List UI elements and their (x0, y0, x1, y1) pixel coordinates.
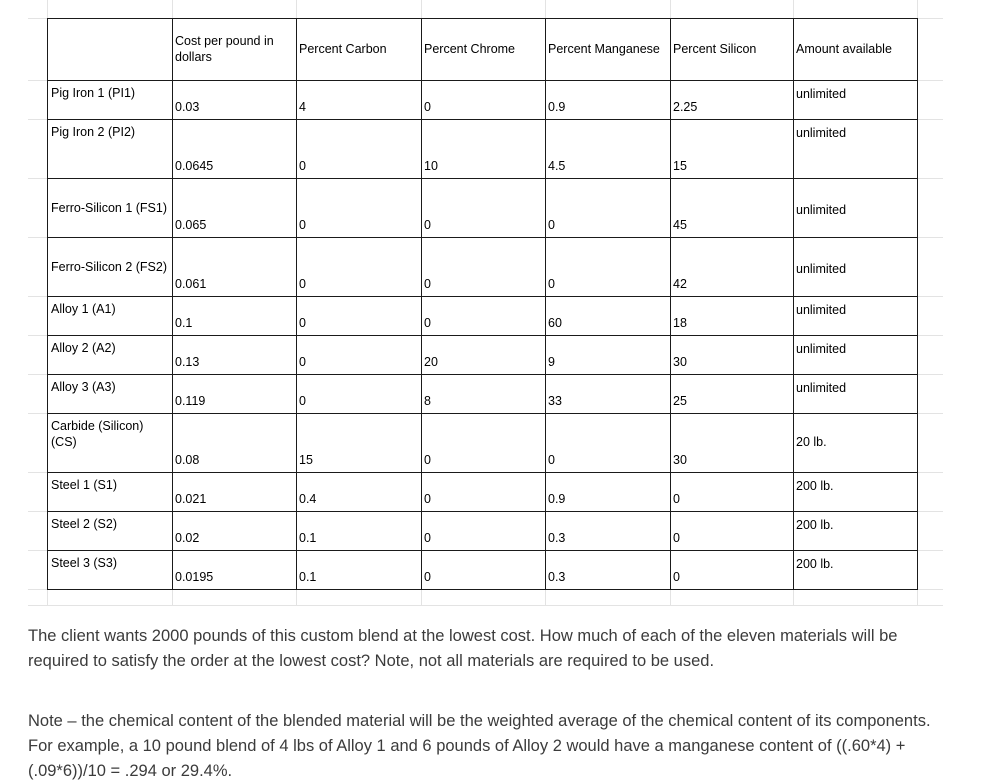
cost-cell: 0.061 (173, 238, 297, 297)
amount-cell: unlimited (794, 179, 918, 238)
table-row (48, 375, 918, 414)
material-name: Ferro-Silicon 2 (FS2) (48, 238, 173, 297)
silicon-cell: 2.25 (671, 81, 794, 120)
note-paragraph: Note – the chemical content of the blended material will be the weighted average of the chemical content of its components. For example, a 10 pound blend of 4 lbs of Alloy 1 and 6 pounds of Alloy 2 would have a manganese content of ((.60*4) + (.09*6))/10 = .294 or 29.4%. (28, 712, 931, 780)
manganese-cell: 0 (546, 414, 671, 473)
table-row (48, 336, 918, 375)
silicon-cell: 25 (671, 375, 794, 414)
material-name: Alloy 2 (A2) (48, 336, 173, 375)
table-row (48, 179, 918, 238)
material-name: Carbide (Silicon) (CS) (48, 414, 173, 473)
material-name: Alloy 3 (A3) (48, 375, 173, 414)
silicon-cell: 0 (671, 473, 794, 512)
carbon-cell: 0 (297, 179, 422, 238)
silicon-cell: 15 (671, 120, 794, 179)
manganese-cell: 9 (546, 336, 671, 375)
table-row (48, 551, 918, 590)
table-row (48, 238, 918, 297)
silicon-cell: 18 (671, 297, 794, 336)
carbon-cell: 15 (297, 414, 422, 473)
chrome-cell: 0 (422, 414, 546, 473)
carbon-cell: 4 (297, 81, 422, 120)
header-row (48, 19, 918, 81)
carbon-cell: 0 (297, 375, 422, 414)
manganese-cell: 4.5 (546, 120, 671, 179)
amount-cell: unlimited (794, 375, 918, 414)
header-corner (48, 19, 173, 81)
material-name: Steel 1 (S1) (48, 473, 173, 512)
carbon-cell: 0.1 (297, 512, 422, 551)
cost-cell: 0.0195 (173, 551, 297, 590)
table-row (48, 297, 918, 336)
cost-cell: 0.021 (173, 473, 297, 512)
silicon-cell: 30 (671, 414, 794, 473)
table-row (48, 512, 918, 551)
header-carbon: Percent Carbon (297, 19, 422, 81)
silicon-cell: 45 (671, 179, 794, 238)
cost-cell: 0.1 (173, 297, 297, 336)
cost-cell: 0.08 (173, 414, 297, 473)
silicon-cell: 30 (671, 336, 794, 375)
chrome-cell: 0 (422, 297, 546, 336)
material-name: Steel 3 (S3) (48, 551, 173, 590)
material-name: Pig Iron 1 (PI1) (48, 81, 173, 120)
amount-cell: 200 lb. (794, 473, 918, 512)
amount-cell: 200 lb. (794, 551, 918, 590)
amount-cell: 200 lb. (794, 512, 918, 551)
cost-cell: 0.0645 (173, 120, 297, 179)
chrome-cell: 20 (422, 336, 546, 375)
manganese-cell: 0.3 (546, 512, 671, 551)
manganese-cell: 0 (546, 179, 671, 238)
material-name: Pig Iron 2 (PI2) (48, 120, 173, 179)
cost-cell: 0.119 (173, 375, 297, 414)
chrome-cell: 0 (422, 238, 546, 297)
header-chrome: Percent Chrome (422, 19, 546, 81)
manganese-cell: 60 (546, 297, 671, 336)
silicon-cell: 0 (671, 512, 794, 551)
material-name: Ferro-Silicon 1 (FS1) (48, 179, 173, 238)
carbon-cell: 0.1 (297, 551, 422, 590)
cost-cell: 0.03 (173, 81, 297, 120)
header-manganese: Percent Manganese (546, 19, 671, 81)
manganese-cell: 0 (546, 238, 671, 297)
carbon-cell: 0 (297, 120, 422, 179)
header-amount: Amount available (794, 19, 918, 81)
carbon-cell: 0 (297, 238, 422, 297)
amount-cell: 20 lb. (794, 414, 918, 473)
table-row (48, 473, 918, 512)
cost-cell: 0.02 (173, 512, 297, 551)
manganese-cell: 33 (546, 375, 671, 414)
chrome-cell: 0 (422, 551, 546, 590)
silicon-cell: 42 (671, 238, 794, 297)
carbon-cell: 0.4 (297, 473, 422, 512)
silicon-cell: 0 (671, 551, 794, 590)
carbon-cell: 0 (297, 336, 422, 375)
amount-cell: unlimited (794, 336, 918, 375)
chrome-cell: 0 (422, 81, 546, 120)
chrome-cell: 8 (422, 375, 546, 414)
carbon-cell: 0 (297, 297, 422, 336)
manganese-cell: 0.3 (546, 551, 671, 590)
chrome-cell: 0 (422, 473, 546, 512)
material-name: Alloy 1 (A1) (48, 297, 173, 336)
header-silicon: Percent Silicon (671, 19, 794, 81)
manganese-cell: 0.9 (546, 473, 671, 512)
table-row (48, 81, 918, 120)
amount-cell: unlimited (794, 238, 918, 297)
cost-cell: 0.13 (173, 336, 297, 375)
amount-cell: unlimited (794, 81, 918, 120)
table-row (48, 414, 918, 473)
question-paragraph: The client wants 2000 pounds of this custom blend at the lowest cost. How much of each of the eleven materials will be required to satisfy the order at the lowest cost? Note, not all materials are required to be used. (28, 627, 898, 670)
chrome-cell: 10 (422, 120, 546, 179)
materials-table (47, 18, 918, 590)
manganese-cell: 0.9 (546, 81, 671, 120)
amount-cell: unlimited (794, 120, 918, 179)
chrome-cell: 0 (422, 512, 546, 551)
amount-cell: unlimited (794, 297, 918, 336)
material-name: Steel 2 (S2) (48, 512, 173, 551)
cost-cell: 0.065 (173, 179, 297, 238)
header-cost: Cost per pound in dollars (173, 19, 297, 81)
table-row (48, 120, 918, 179)
chrome-cell: 0 (422, 179, 546, 238)
